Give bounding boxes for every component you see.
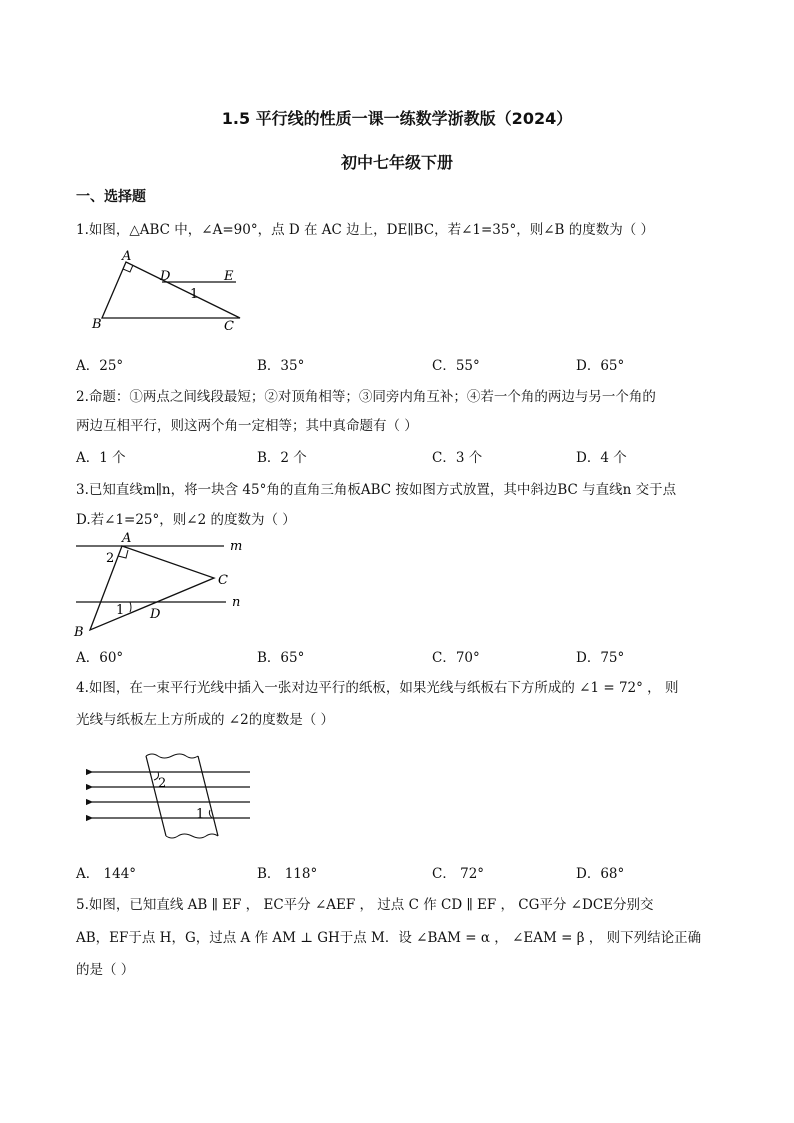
q4-option-d: D．68°: [576, 866, 625, 882]
q3-option-a: A．60°: [76, 650, 124, 666]
label-m: m: [230, 539, 243, 554]
question-2-line-1: 2.命题：①两点之间线段最短；②对顶角相等；③同旁内角互补；④若一个角的两边与另一个角的: [76, 389, 656, 405]
question-2-line-2: 两边互相平行，则这两个角一定相等；其中真命题有（ ）: [76, 418, 418, 434]
label-angle-1: 1: [190, 287, 199, 302]
q1-option-c: C．55°: [432, 358, 480, 374]
q2-option-b: B．2 个: [257, 450, 307, 466]
board-bottom-wavy: [166, 834, 218, 838]
q4-option-a: A． 144°: [76, 866, 137, 882]
question-1-figure: [90, 248, 250, 338]
q3-option-c: C．70°: [432, 650, 480, 666]
q1-option-b: B．35°: [257, 358, 305, 374]
label-a: A: [122, 531, 132, 546]
label-angle-1: 1: [196, 807, 205, 822]
doc-title: 1.5 平行线的性质一课一练数学浙教版（2024）: [221, 109, 573, 128]
q2-option-c: C．3 个: [432, 450, 483, 466]
q3-option-b: B．65°: [257, 650, 305, 666]
board-right-edge: [198, 756, 218, 836]
label-angle-1: 1: [116, 603, 125, 618]
q4-option-b: B． 118°: [257, 866, 318, 882]
label-angle-2: 2: [158, 776, 167, 791]
question-4-line-2: 光线与纸板左上方所成的 ∠2的度数是（ ）: [76, 712, 334, 728]
question-3-line-2: D.若∠1=25°，则∠2 的度数为（ ）: [76, 512, 296, 528]
question-1-text: 1.如图，△ABC 中，∠A=90°，点 D 在 AC 边上，DE∥BC，若∠1=35°，则∠B 的度数为（ ）: [76, 222, 655, 238]
label-angle-2: 2: [106, 551, 115, 566]
q2-option-a: A．1 个: [76, 450, 126, 466]
section-heading: 一、选择题: [76, 189, 146, 205]
label-b: B: [92, 317, 102, 332]
label-d: D: [160, 269, 171, 284]
label-a: A: [122, 249, 132, 264]
board-top-wavy: [146, 754, 198, 758]
question-5-line-3: 的是（ ）: [76, 962, 135, 978]
q2-option-d: D．4 个: [576, 450, 627, 466]
triangle-abc: [102, 262, 240, 318]
board-left-edge: [146, 756, 166, 836]
question-5-line-1: 5.如图，已知直线 AB ∥ EF ， EC平分 ∠AEF ， 过点 C 作 CD ∥ EF ， CG平分 ∠DCE分别交: [76, 897, 654, 913]
q4-option-c: C． 72°: [432, 866, 485, 882]
label-d: D: [150, 607, 161, 622]
label-n: n: [232, 595, 241, 610]
q1-option-d: D．65°: [576, 358, 625, 374]
label-c: C: [224, 319, 234, 334]
question-3-figure: [72, 530, 252, 640]
question-4-line-1: 4.如图，在一束平行光线中插入一张对边平行的纸板，如果光线与纸板右下方所成的 ∠1 = 72° ， 则: [76, 680, 679, 696]
question-4-figure: [86, 752, 256, 840]
doc-subtitle: 初中七年级下册: [340, 153, 453, 172]
question-3-line-1: 3.已知直线m∥n，将一块含 45°角的直角三角板ABC 按如图方式放置，其中斜边BC 与直线n 交于点: [76, 482, 677, 498]
label-e: E: [224, 269, 234, 284]
question-5-line-2: AB，EF于点 H，G，过点 A 作 AM ⊥ GH于点 M．设 ∠BAM = α ， ∠EAM = β ， 则下列结论正确: [76, 930, 702, 946]
label-b: B: [74, 625, 84, 640]
angle-1-arc: [130, 602, 131, 612]
q1-option-a: A．25°: [76, 358, 124, 374]
label-c: C: [218, 573, 228, 588]
q3-option-d: D．75°: [576, 650, 625, 666]
